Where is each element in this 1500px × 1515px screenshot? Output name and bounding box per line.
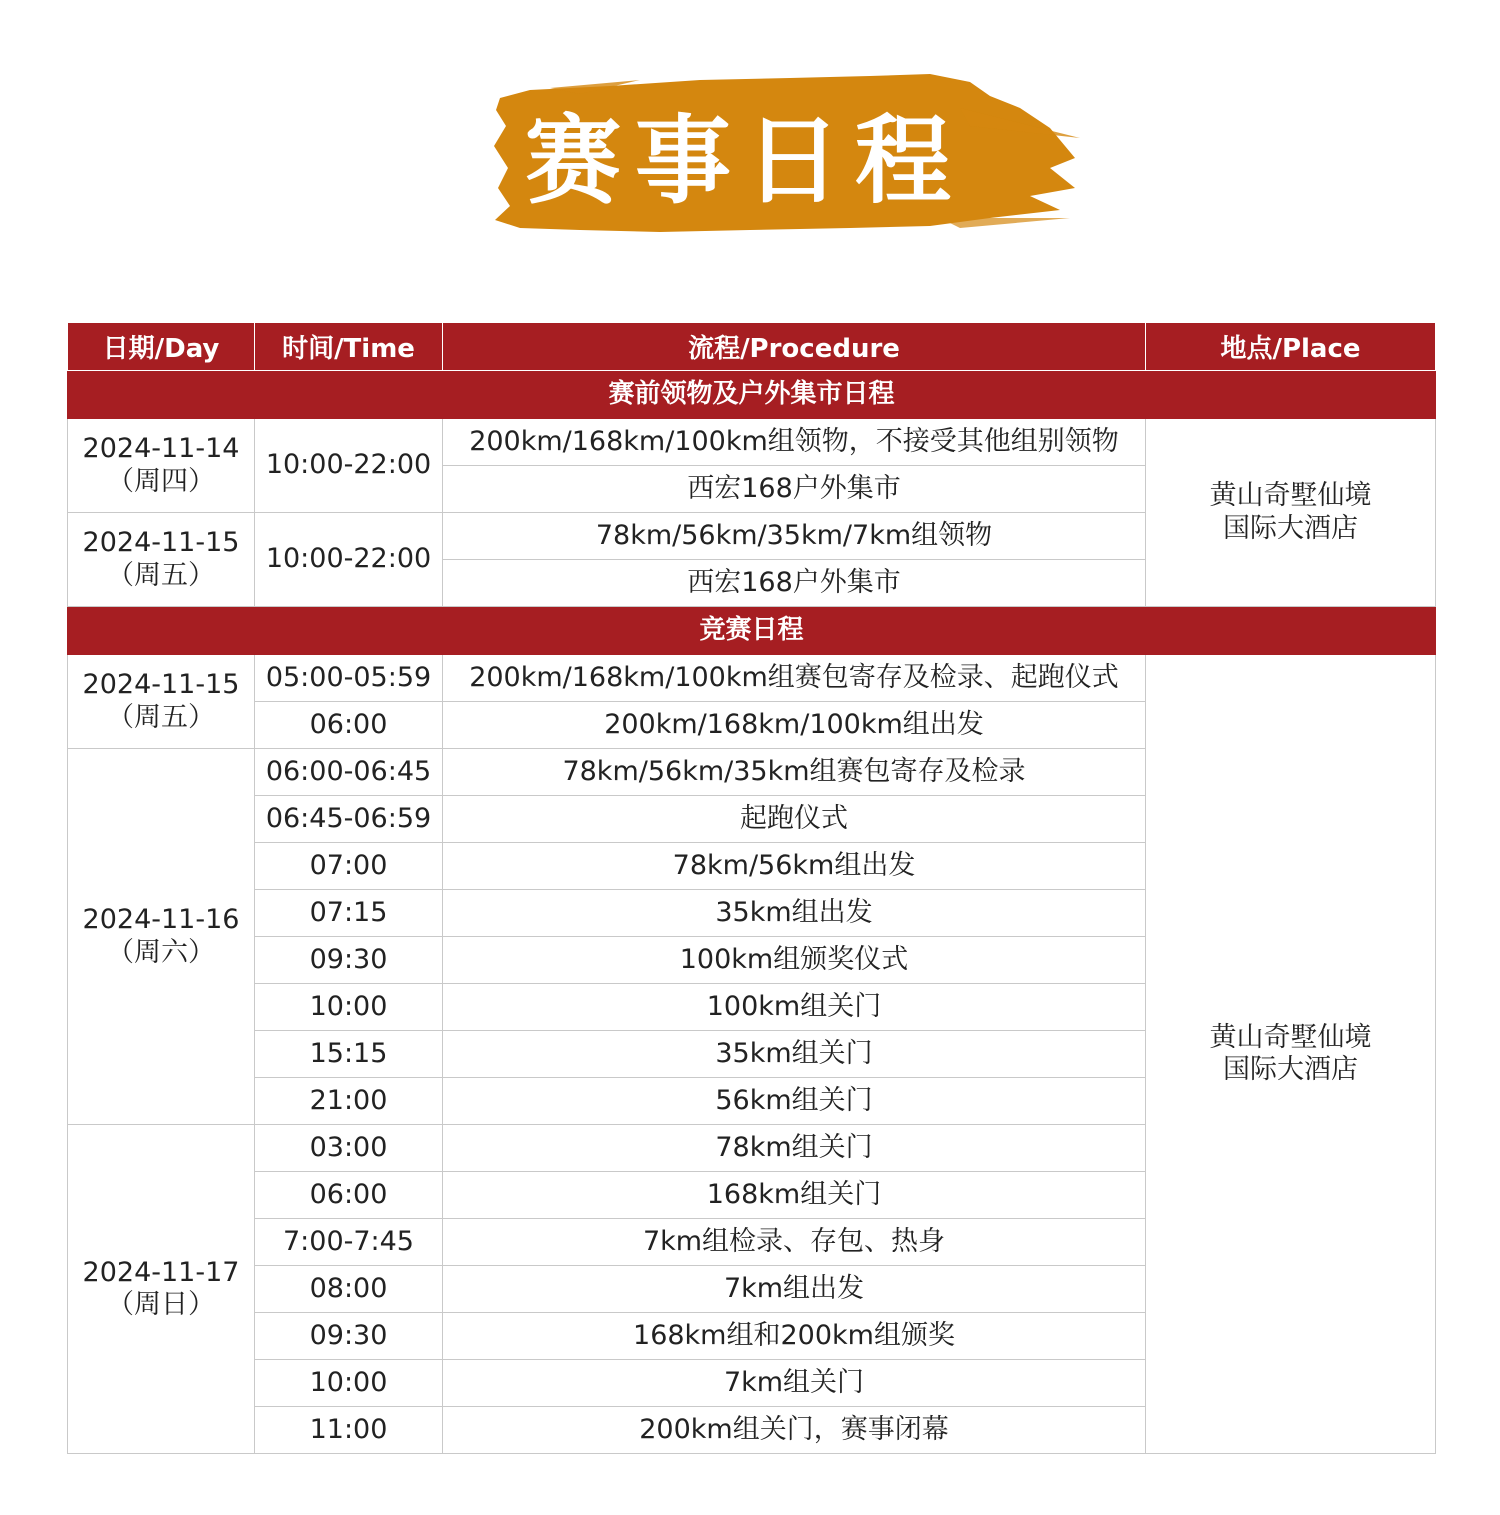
- weekday-text: （周六）: [107, 936, 215, 968]
- weekday-text: （周五）: [107, 701, 215, 733]
- schedule-table: [67, 322, 1436, 1454]
- time-cell: 06:45-06:59: [255, 796, 443, 843]
- time-cell: 03:00: [255, 1125, 443, 1172]
- day-cell: [68, 1125, 255, 1454]
- time-cell: 07:15: [255, 890, 443, 937]
- header-procedure: 流程/Procedure: [443, 323, 1146, 371]
- procedure-cell: 7km组检录、存包、热身: [443, 1219, 1146, 1266]
- time-cell: 11:00: [255, 1407, 443, 1454]
- table-header-row: [68, 323, 1436, 371]
- time-cell: 06:00: [255, 1172, 443, 1219]
- day-cell: [68, 749, 255, 1125]
- title-banner: [490, 68, 1080, 238]
- date-text: 2024-11-14: [82, 433, 240, 465]
- date-text: 2024-11-15: [82, 527, 240, 559]
- day-cell: [68, 419, 255, 513]
- procedure-cell: 200km/168km/100km组领物，不接受其他组别领物: [443, 419, 1146, 466]
- procedure-cell: 168km组关门: [443, 1172, 1146, 1219]
- time-cell: 21:00: [255, 1078, 443, 1125]
- place-line: 黄山奇墅仙境: [1209, 480, 1372, 512]
- procedure-cell: 西宏168户外集市: [443, 560, 1146, 607]
- time-cell: 09:30: [255, 1313, 443, 1360]
- procedure-cell: 200km/168km/100km组出发: [443, 702, 1146, 749]
- time-cell: 06:00: [255, 702, 443, 749]
- time-cell: 09:30: [255, 937, 443, 984]
- page-title: 赛事日程: [525, 103, 965, 217]
- time-cell: 15:15: [255, 1031, 443, 1078]
- time-cell: 06:00-06:45: [255, 749, 443, 796]
- place-cell: [1146, 655, 1436, 1454]
- time-cell: 08:00: [255, 1266, 443, 1313]
- procedure-cell: 78km/56km/35km组赛包寄存及检录: [443, 749, 1146, 796]
- procedure-cell: 西宏168户外集市: [443, 466, 1146, 513]
- day-cell: [68, 655, 255, 749]
- section-title: 赛前领物及户外集市日程: [68, 371, 1436, 419]
- table-row: [68, 419, 1436, 466]
- time-cell: 10:00: [255, 1360, 443, 1407]
- procedure-cell: 35km组关门: [443, 1031, 1146, 1078]
- place-cell: [1146, 419, 1436, 607]
- date-text: 2024-11-17: [82, 1256, 240, 1288]
- procedure-cell: 78km组关门: [443, 1125, 1146, 1172]
- time-cell: 05:00-05:59: [255, 655, 443, 702]
- day-cell: [68, 513, 255, 607]
- place-line: 黄山奇墅仙境: [1209, 1021, 1372, 1053]
- weekday-text: （周四）: [107, 465, 215, 497]
- procedure-cell: 100km组关门: [443, 984, 1146, 1031]
- header-day: 日期/Day: [68, 323, 255, 371]
- section-header-race: [68, 607, 1436, 655]
- place-line: 国际大酒店: [1223, 1054, 1358, 1085]
- section-title: 竞赛日程: [68, 607, 1436, 655]
- section-header-pre-race: [68, 371, 1436, 419]
- procedure-cell: 100km组颁奖仪式: [443, 937, 1146, 984]
- table-row: [68, 655, 1436, 702]
- procedure-cell: 78km/56km/35km/7km组领物: [443, 513, 1146, 560]
- time-cell: 07:00: [255, 843, 443, 890]
- procedure-cell: 200km/168km/100km组赛包寄存及检录、起跑仪式: [443, 655, 1146, 702]
- procedure-cell: 168km组和200km组颁奖: [443, 1313, 1146, 1360]
- procedure-cell: 7km组出发: [443, 1266, 1146, 1313]
- time-cell: 10:00: [255, 984, 443, 1031]
- place-line: 国际大酒店: [1223, 512, 1358, 544]
- procedure-cell: 78km/56km组出发: [443, 843, 1146, 890]
- time-cell: 10:00-22:00: [255, 513, 443, 607]
- procedure-cell: 起跑仪式: [443, 796, 1146, 843]
- weekday-text: （周五）: [107, 559, 215, 591]
- header-place: 地点/Place: [1146, 323, 1436, 371]
- procedure-cell: 35km组出发: [443, 890, 1146, 937]
- header-time: 时间/Time: [255, 323, 443, 371]
- procedure-cell: 56km组关门: [443, 1078, 1146, 1125]
- weekday-text: （周日）: [107, 1289, 215, 1320]
- date-text: 2024-11-15: [82, 669, 240, 701]
- procedure-cell: 200km组关门，赛事闭幕: [443, 1407, 1146, 1454]
- time-cell: 7:00-7:45: [255, 1219, 443, 1266]
- date-text: 2024-11-16: [82, 904, 240, 936]
- procedure-cell: 7km组关门: [443, 1360, 1146, 1407]
- time-cell: 10:00-22:00: [255, 419, 443, 513]
